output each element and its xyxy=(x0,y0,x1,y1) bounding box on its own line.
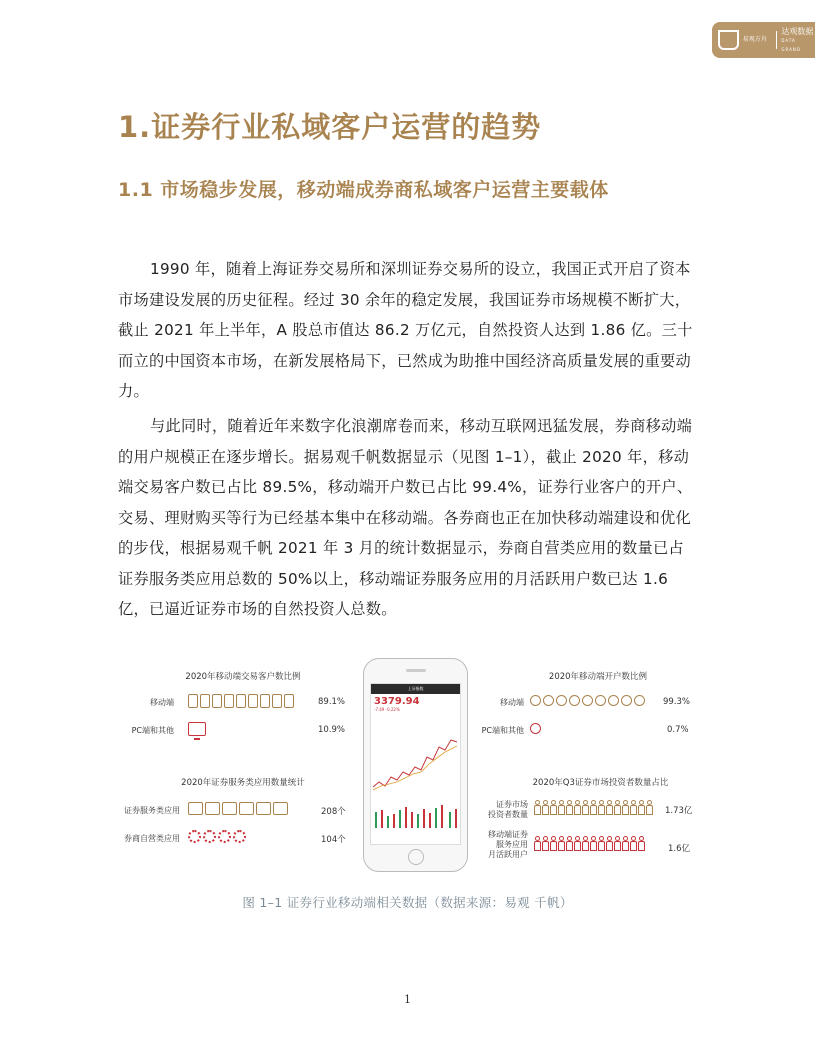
phone-icon xyxy=(188,694,198,708)
person-icon xyxy=(614,800,621,815)
person-icon xyxy=(558,836,565,851)
face-icon-row xyxy=(530,695,645,706)
person-icon xyxy=(590,800,597,815)
phone-screen xyxy=(370,683,461,845)
person-icon xyxy=(638,800,645,815)
user-face-icon xyxy=(608,695,619,706)
opening-row-value: 99.3% xyxy=(663,697,691,707)
user-face-icon xyxy=(569,695,580,706)
phone-icon xyxy=(200,694,210,708)
home-button-icon xyxy=(408,849,424,865)
person-icon xyxy=(582,800,589,815)
person-icon xyxy=(598,836,605,851)
brand-left-text: 易观方舟 xyxy=(742,36,767,43)
apps-row-value: 208个 xyxy=(321,807,346,817)
page-number: 1 xyxy=(404,993,411,1006)
person-icon xyxy=(606,800,613,815)
stock-chart xyxy=(371,712,461,832)
apps-row-label: 证券服务类应用 xyxy=(124,806,180,815)
person-icon xyxy=(534,836,541,851)
apps-row-value: 104个 xyxy=(321,835,346,845)
price-line xyxy=(373,740,457,787)
paragraph-1: 1990 年，随着上海证券交易所和深圳证券交易所的设立，我国正式开启了资本市场建设发展的历史征程。经过 30 余年的稳定发展，我国证券市场规模不断扩大，截止 2021 年上半年，A 股总市值达 86.2 万亿元，自然投资人达到 1.86 亿。三十而立的中国资本市场，在新发展格局下，已然成为助推中国经济高质量发展的重要动力。 xyxy=(118,260,693,400)
person-icon xyxy=(534,800,541,815)
user-face-icon xyxy=(530,723,541,734)
person-icon xyxy=(590,836,597,851)
trading-row-value: 10.9% xyxy=(318,725,346,735)
phone-icon xyxy=(212,694,222,708)
user-face-icon xyxy=(595,695,606,706)
index-price: 3379.94 xyxy=(374,696,420,707)
person-icon xyxy=(566,836,573,851)
trading-row-label: PC端和其他 xyxy=(131,726,174,735)
pc-icon-row xyxy=(188,722,206,736)
user-face-icon xyxy=(621,695,632,706)
person-icon xyxy=(542,800,549,815)
person-icon xyxy=(582,836,589,851)
person-icon xyxy=(630,800,637,815)
investors-row-label: 证券市场 投资者数量 xyxy=(488,800,528,819)
average-line xyxy=(373,746,457,790)
person-icon xyxy=(622,836,629,851)
bag-icon-row xyxy=(188,802,288,815)
shopping-bag-icon xyxy=(256,802,271,815)
investors-row-value: 1.73亿 xyxy=(665,806,693,816)
investors-row-value: 1.6亿 xyxy=(668,844,691,854)
phone-icon xyxy=(236,694,246,708)
person-icon xyxy=(550,800,557,815)
flower-icon xyxy=(188,830,201,843)
person-icon xyxy=(646,800,653,815)
paragraph-2: 与此同时，随着近年来数字化浪潮席卷而来，移动互联网迅猛发展，券商移动端的用户规模正在逐步增长。据易观千帆数据显示（见图 1–1），截止 2020 年，移动端交易客户数已占比 89.5%，移动端开户数已占比 99.4%，证券行业客户的开户、交易、理财购买等行为已经基本集中在移动端。各券商也正在加快移动端建设和优化的步伐，根据易观千帆 2021 年 3 月的统计数据显示，券商自营类应用的数量已占证券服务类应用总数的 50%以上，移动端证券服务应用的月活跃用户数已达 1.6 亿，已逼近证券市场的自然投资人总数。 xyxy=(118,417,693,618)
opening-title: 2020年移动端开户数比例 xyxy=(548,672,648,682)
phone-icon xyxy=(224,694,234,708)
figure-caption: 图 1–1 证券行业移动端相关数据（数据来源：易观 千帆） xyxy=(242,895,573,910)
screen-header: 上证指数 xyxy=(371,684,460,694)
flower-icon xyxy=(233,830,246,843)
trading-title: 2020年移动端交易客户数比例 xyxy=(185,672,301,682)
apps-row-label: 券商自营类应用 xyxy=(124,834,180,843)
person-icon xyxy=(614,836,621,851)
heading-1: 1.证券行业私域客户运营的趋势 xyxy=(118,110,542,144)
person-icon xyxy=(598,800,605,815)
opening-row-label: PC端和其他 xyxy=(481,726,524,735)
user-face-icon xyxy=(543,695,554,706)
user-face-icon xyxy=(530,695,541,706)
flower-icon-row xyxy=(188,830,246,843)
index-change: -7.49 -0.22% xyxy=(374,707,400,712)
person-icon xyxy=(550,836,557,851)
shopping-bag-icon xyxy=(205,802,220,815)
brand-name: 达观数据 DATA GRAND xyxy=(781,26,814,52)
brand-divider xyxy=(776,31,777,49)
speaker-icon xyxy=(406,669,426,672)
shopping-bag-icon xyxy=(188,802,203,815)
user-face-icon xyxy=(582,695,593,706)
flower-icon xyxy=(218,830,231,843)
person-icon xyxy=(566,800,573,815)
person-icon xyxy=(638,836,645,851)
figure-1-1 xyxy=(118,650,698,880)
apps-title: 2020年证券服务类应用数量统计 xyxy=(181,778,305,788)
person-icon xyxy=(574,836,581,851)
phone-icon-row xyxy=(188,694,294,708)
brand-logo xyxy=(712,22,815,58)
computer-icon xyxy=(188,722,206,736)
trading-row-value: 89.1% xyxy=(318,697,346,707)
person-icon xyxy=(558,800,565,815)
opening-row-value: 0.7% xyxy=(667,725,689,735)
investors-row-label: 移动端证券 服务应用 月活跃用户 xyxy=(488,830,528,859)
phone-mockup xyxy=(363,658,468,872)
user-face-icon xyxy=(634,695,645,706)
person-icon-row xyxy=(534,800,653,815)
phone-icon xyxy=(272,694,282,708)
investors-title: 2020年Q3证券市场投资者数量占比 xyxy=(532,778,669,788)
red-person-icon-row xyxy=(534,836,645,851)
user-face-icon xyxy=(556,695,567,706)
shopping-bag-icon xyxy=(239,802,254,815)
opening-row-label: 移动端 xyxy=(500,698,524,707)
cup-logo-icon xyxy=(718,30,739,50)
heading-2: 1.1 市场稳步发展，移动端成券商私域客户运营主要载体 xyxy=(118,179,609,201)
person-icon xyxy=(542,836,549,851)
person-icon xyxy=(630,836,637,851)
person-icon xyxy=(622,800,629,815)
trading-row-label: 移动端 xyxy=(150,698,174,707)
shopping-bag-icon xyxy=(273,802,288,815)
phone-icon xyxy=(260,694,270,708)
person-icon xyxy=(574,800,581,815)
shopping-bag-icon xyxy=(222,802,237,815)
phone-icon xyxy=(284,694,294,708)
phone-icon xyxy=(248,694,258,708)
red-face-icon-row xyxy=(530,723,541,734)
flower-icon xyxy=(203,830,216,843)
person-icon xyxy=(606,836,613,851)
